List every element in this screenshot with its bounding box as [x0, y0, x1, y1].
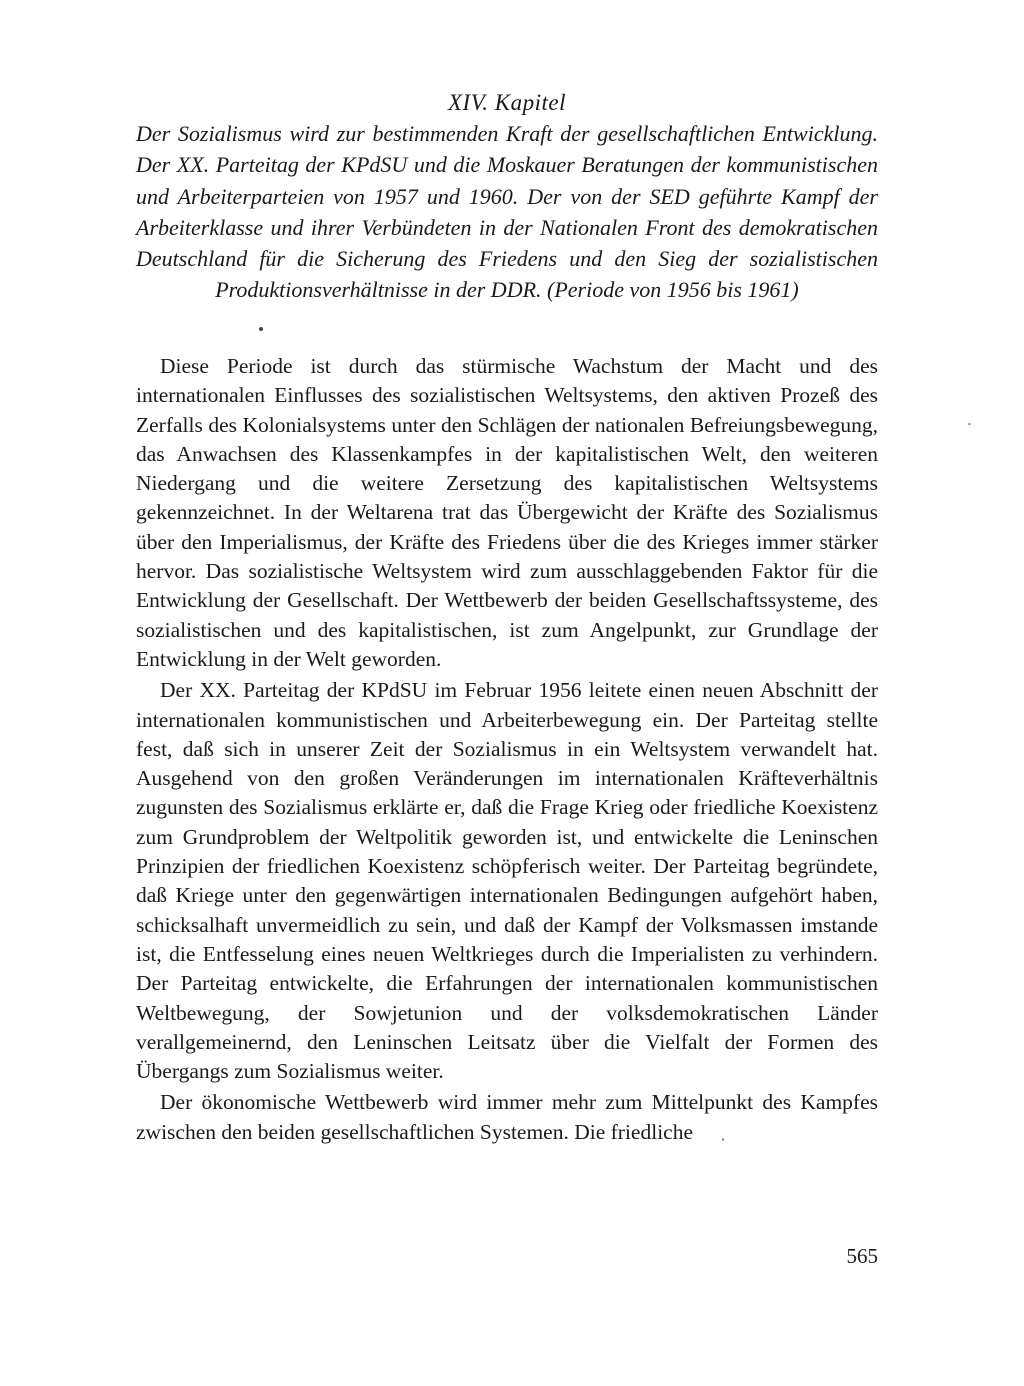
chapter-heading	[136, 88, 878, 306]
paragraph: Der ökonomische Wettbewerb wird immer mehr zum Mittelpunkt des Kampfes zwischen den beiden gesellschaftlichen Systemen. Die friedliche	[136, 1090, 878, 1144]
print-speck	[968, 423, 971, 425]
paragraph: Der XX. Parteitag der KPdSU im Februar 1956 leitete einen neuen Abschnitt der internationalen kommunistischen und Arbeiterbewegung ein. Der Parteitag stellte fest, daß sich in unserer Zeit der Sozialismus in ein Weltsystem verwandelt hat. Ausgehend von den großen Veränderungen im internationalen Kräfteverhältnis zugunsten des Sozialismus erklärte er, daß die Frage Krieg oder friedliche Koexistenz zum Grundproblem der Weltpolitik geworden ist, und entwickelte die Leninschen Prinzipien der friedlichen Koexistenz schöpferisch weiter. Der Parteitag begründete, daß Kriege unter den gegenwärtigen internationalen Bedingungen aufgehört haben, schicksalhaft unvermeidlich zu sein, und daß der Kampf der Volksmassen imstande ist, die Entfesselung eines neuen Weltkrieges durch die Imperialisten zu verhindern. Der Parteitag entwickelte, die Erfahrungen der internationalen kommunistischen Weltbewegung, der Sowjetunion und der volksdemokratischen Länder verallgemeinernd, den Leninschen Leitsatz über die Vielfalt der Formen des Übergangs zum Sozialismus weiter.	[136, 678, 878, 1084]
chapter-number: XIV. Kapitel	[447, 90, 566, 115]
print-speck	[722, 1138, 724, 1141]
chapter-title: Der Sozialismus wird zur bestimmenden Kraft der gesellschaftlichen Entwicklung. Der XX. Parteitag der KPdSU und die Moskauer Beratungen der kommunistischen und Arbeiterparteien von 1957 und 1960. Der von der SED geführte Kampf der Arbeiterklasse und ihrer Verbündeten in der Nationalen Front des demokratischen Deutschland für die Sicherung des Friedens und den Sieg der sozialistischen Produktionsverhältnisse in der DDR. (Periode von 1956 bis 1961)	[136, 121, 878, 303]
body-text	[136, 352, 878, 1149]
page-number: 565	[846, 1244, 878, 1268]
paragraph: Diese Periode ist durch das stürmische Wachstum der Macht und des internationalen Einflusses des sozialistischen Weltsystems, den aktiven Prozeß des Zerfalls des Kolonialsystems unter den Schlägen der nationalen Befreiungsbewegung, das Anwachsen des Klassenkampfes in der kapitalistischen Welt, den weiteren Niedergang und die weitere Zersetzung des kapitalistischen Weltsystems gekennzeichnet. In der Weltarena trat das Übergewicht der Kräfte des Sozialismus über den Imperialismus, der Kräfte des Friedens über die des Krieges immer stärker hervor. Das sozialistische Weltsystem wird zum ausschlaggebenden Faktor für die Entwicklung der Gesellschaft. Der Wettbewerb der beiden Gesellschaftssysteme, des sozialistischen und des kapitalistischen, ist zum Angelpunkt, zur Grundlage der Entwicklung in der Welt geworden.	[136, 354, 878, 671]
print-speck	[259, 327, 263, 331]
